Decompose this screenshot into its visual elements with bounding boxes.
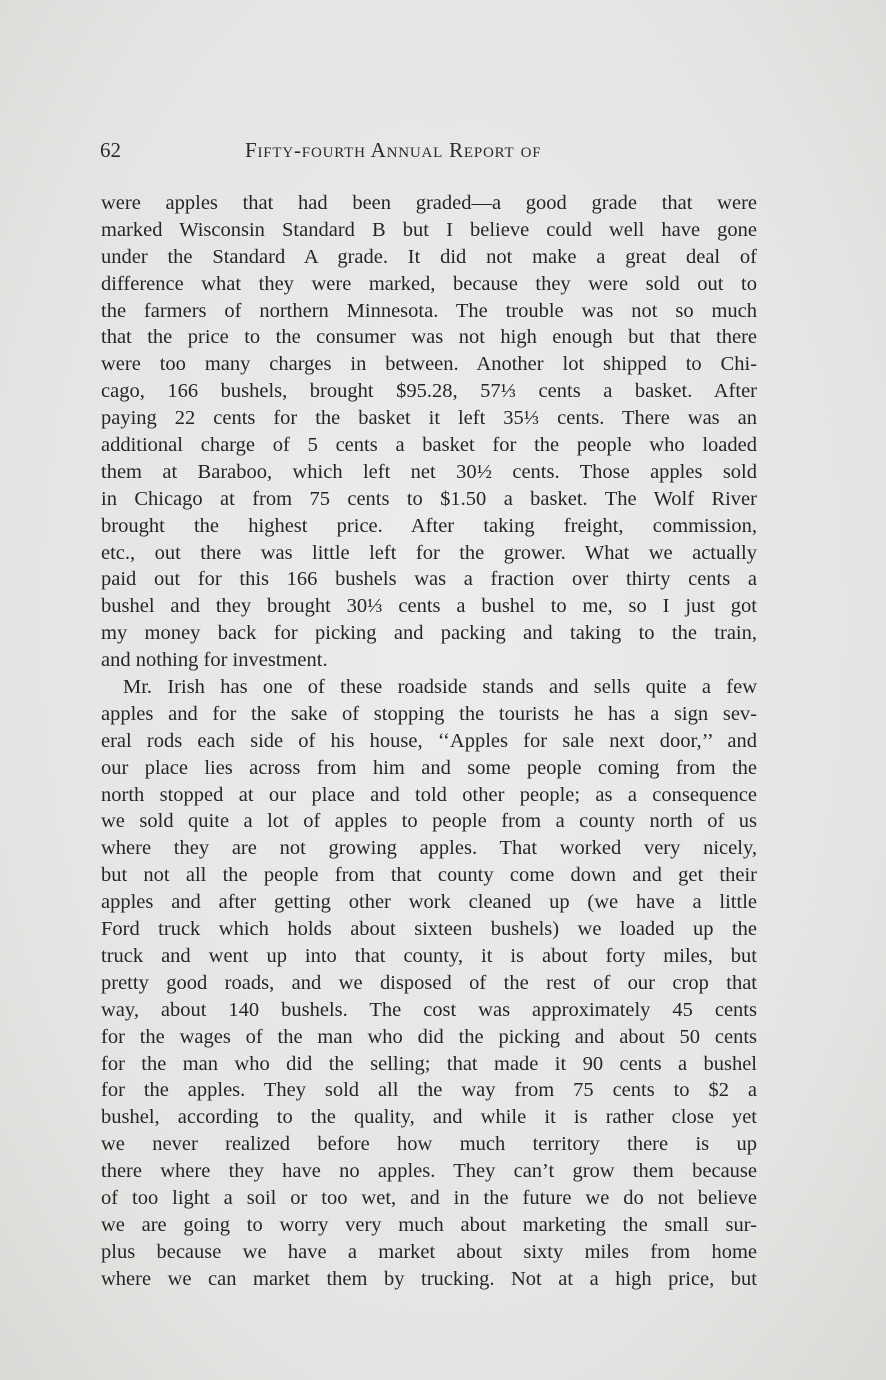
text-line: bushel and they brought 30⅓ cents a bushel to me, so I just got (101, 595, 757, 618)
text-line: apples and for the sake of stopping the tourists he has a sign sev- (101, 702, 757, 725)
body-text (101, 190, 757, 1293)
text-line: that the price to the consumer was not high enough but that there (101, 326, 757, 349)
text-line: north stopped at our place and told other people; as a consequence (101, 783, 757, 806)
text-line: marked Wisconsin Standard B but I believe could well have gone (101, 218, 757, 241)
text-line: for the wages of the man who did the picking and about 50 cents (101, 1025, 757, 1048)
text-line: we sold quite a lot of apples to people from a county north of us (101, 810, 757, 833)
text-line: under the Standard A grade. It did not make a great deal of (101, 245, 757, 268)
text-line: way, about 140 bushels. The cost was approximately 45 cents (101, 998, 757, 1021)
text-line: there where they have no apples. They can’t grow them because (101, 1160, 757, 1183)
text-line: our place lies across from him and some people coming from the (101, 756, 757, 779)
text-line: paying 22 cents for the basket it left 35⅓ cents. There was an (101, 407, 757, 430)
text-line: in Chicago at from 75 cents to $1.50 a basket. The Wolf River (101, 487, 757, 510)
text-line: apples and after getting other work cleaned up (we have a little (101, 891, 757, 914)
text-line: were apples that had been graded—a good grade that were (101, 192, 757, 214)
text-line: where they are not growing apples. That worked very nicely, (101, 837, 757, 860)
text-line: pretty good roads, and we disposed of the rest of our crop that (101, 971, 757, 994)
text-line: brought the highest price. After taking freight, commission, (101, 514, 757, 537)
text-line: cago, 166 bushels, brought $95.28, 57⅓ cents a basket. After (101, 380, 757, 403)
text-line: bushel, according to the quality, and while it is rather close yet (101, 1106, 757, 1129)
text-line: the farmers of northern Minnesota. The trouble was not so much (101, 299, 757, 322)
text-line: paid out for this 166 bushels was a fraction over thirty cents a (101, 568, 757, 591)
text-line: truck and went up into that county, it is about forty miles, but (101, 944, 757, 967)
page-number: 62 (100, 138, 121, 162)
text-line: plus because we have a market about sixty miles from home (101, 1240, 757, 1263)
page-header (100, 138, 760, 168)
text-line: etc., out there was little left for the grower. What we actually (101, 541, 757, 564)
text-line: them at Baraboo, which left net 30½ cents. Those apples sold (101, 460, 757, 483)
text-line: of too light a soil or too wet, and in the future we do not believe (101, 1186, 757, 1209)
text-line: eral rods each side of his house, ‘‘Apples for sale next door,’’ and (101, 729, 757, 752)
text-line: where we can market them by trucking. Not at a high price, but (101, 1267, 757, 1290)
text-line: Mr. Irish has one of these roadside stands and sells quite a few (123, 676, 757, 699)
text-line: my money back for picking and packing and taking to the train, (101, 622, 757, 645)
text-line: Ford truck which holds about sixteen bushels) we loaded up the (101, 918, 757, 941)
text-line: but not all the people from that county come down and get their (101, 864, 757, 887)
text-line: were too many charges in between. Another lot shipped to Chi- (101, 353, 757, 376)
text-line: for the apples. They sold all the way from 75 cents to $2 a (101, 1079, 757, 1102)
text-line: we never realized before how much territory there is up (101, 1133, 757, 1156)
text-line: and nothing for investment. (101, 649, 328, 672)
text-line: for the man who did the selling; that made it 90 cents a bushel (101, 1052, 757, 1075)
text-line: we are going to worry very much about marketing the small sur- (101, 1213, 757, 1236)
text-line: additional charge of 5 cents a basket for the people who loaded (101, 434, 757, 457)
running-head: Fifty-fourth Annual Report of (245, 138, 542, 162)
text-line: difference what they were marked, because they were sold out to (101, 272, 757, 295)
